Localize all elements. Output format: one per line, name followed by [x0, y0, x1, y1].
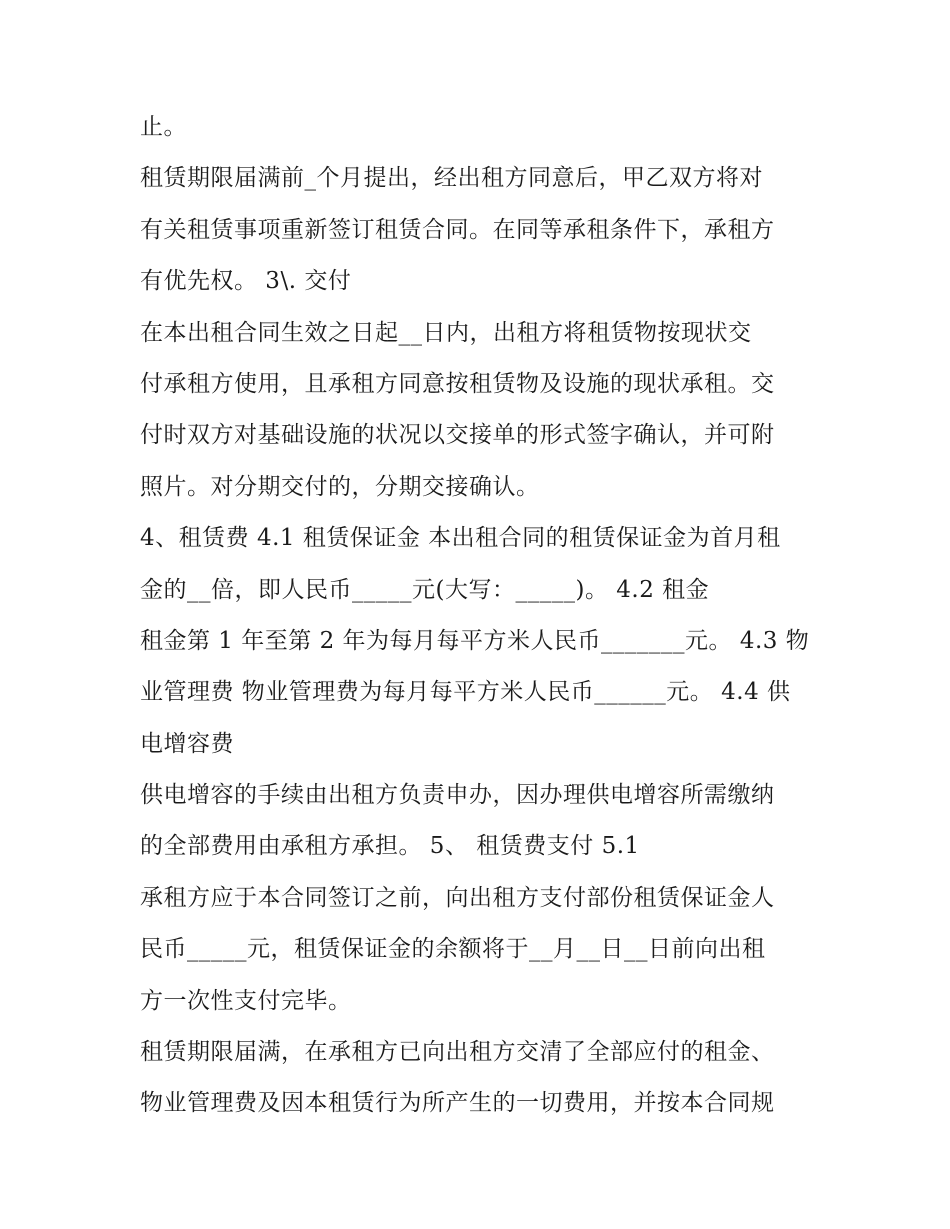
text-line: 4、租赁费 4.1 租赁保证金 本出租合同的租赁保证金为首月租	[140, 525, 781, 552]
text-line: 租赁期限届满，在承租方已向出租方交清了全部应付的租金、	[140, 1039, 775, 1066]
text-line: 民币_____元，租赁保证金的余额将于__月__日__日前向出租	[140, 936, 766, 963]
text-line: 业管理费 物业管理费为每月每平方米人民币______元。 4.4 供	[140, 679, 791, 706]
text-line: 物业管理费及因本租赁行为所产生的一切费用，并按本合同规	[140, 1090, 775, 1117]
text-line: 租金第 1 年至第 2 年为每月每平方米人民币_______元。 4.3 物	[140, 627, 810, 654]
text-line: 止。	[140, 114, 187, 140]
text-line: 供电增容的手续由出租方负责申办，因办理供电增容所需缴纳	[140, 782, 775, 809]
text-line: 方一次性支付完毕。	[140, 987, 352, 1014]
text-line: 有优先权。 3\. 交付	[140, 268, 352, 295]
text-line: 在本出租合同生效之日起__日内，出租方将租赁物按现状交	[140, 319, 752, 346]
text-line: 承租方应于本合同签订之前，向出租方支付部份租赁保证金人	[140, 884, 775, 911]
text-line: 照片。对分期交付的，分期交接确认。	[140, 473, 540, 500]
text-line: 付时双方对基础设施的状况以交接单的形式签字确认，并可附	[140, 422, 775, 449]
text-line: 付承租方使用，且承租方同意按租赁物及设施的现状承租。交	[140, 370, 775, 397]
text-line: 电增容费	[140, 730, 234, 757]
text-line: 的全部费用由承租方承担。 5、 租赁费支付 5.1	[140, 833, 640, 860]
text-line: 租赁期限届满前_个月提出，经出租方同意后，甲乙双方将对	[140, 165, 763, 192]
text-line: 金的__倍，即人民币_____元(大写：_____)。 4.2 租金	[140, 576, 710, 603]
document-body	[140, 108, 820, 1136]
text-line: 有关租赁事项重新签订租赁合同。在同等承租条件下，承租方	[140, 216, 775, 243]
